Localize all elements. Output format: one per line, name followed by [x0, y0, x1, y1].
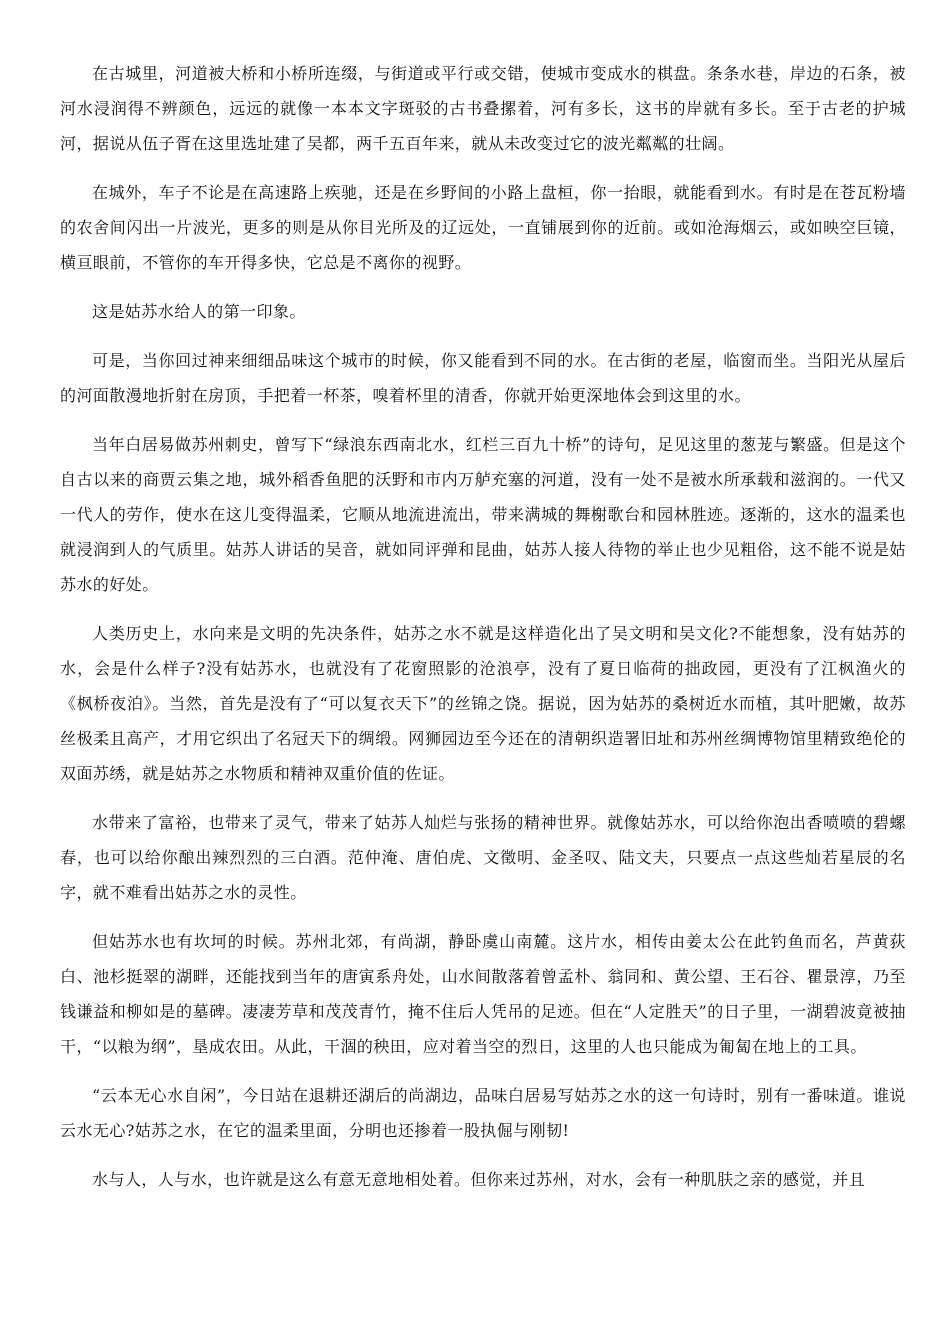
paragraph-7: 水带来了富裕，也带来了灵气，带来了姑苏人灿烂与张扬的精神世界。就像姑苏水，可以给你泡出香喷喷的碧螺春，也可以给你酿出辣烈烈的三白酒。范仲淹、唐伯虎、文徵明、金圣叹、陆文夫，只要点一点这些灿若星辰的名字，就不难看出姑苏之水的灵性。 — [60, 813, 906, 902]
paragraph-1: 在古城里，河道被大桥和小桥所连缀，与街道或平行或交错，使城市变成水的棋盘。条条水巷，岸边的石条，被河水浸润得不辨颜色，远远的就像一本本文字斑驳的古书叠摞着，河有多长，这书的岸就有多长。至于古老的护城河，据说从伍子胥在这里选址建了吴都，两千五百年来，就从未改变过它的波光粼粼的壮阔。 — [60, 64, 906, 153]
paragraph-8: 但姑苏水也有坎坷的时候。苏州北郊，有尚湖，静卧虞山南麓。这片水，相传由姜太公在此钓鱼而名，芦黄荻白、池杉挺翠的湖畔，还能找到当年的唐寅系舟处，山水间散落着曾孟朴、翁同和、黄公望、王石谷、瞿景淳，乃至钱谦益和柳如是的墓碑。凄凄芳草和茂茂青竹，掩不住后人凭吊的足迹。但在“人定胜天”的日子里，一湖碧波竟被抽干，“以粮为纲”，垦成农田。从此，干涸的秧田，应对着当空的烈日，这里的人也只能成为匍匐在地上的工具。 — [60, 932, 906, 1056]
article-body — [60, 56, 906, 1211]
paragraph-9: “云本无心水自闲”，今日站在退耕还湖后的尚湖边，品味白居易写姑苏之水的这一句诗时，别有一番味道。谁说云水无心?姑苏之水，在它的温柔里面，分明也还掺着一股执倔与刚韧! — [60, 1086, 906, 1140]
paragraph-10: 水与人，人与水，也许就是这么有意无意地相处着。但你来过苏州，对水，会有一种肌肤之亲的感觉，并且 — [92, 1170, 866, 1189]
paragraph-4: 可是，当你回过神来细细品味这个城市的时候，你又能看到不同的水。在古街的老屋，临窗而坐。当阳光从屋后的河面散漫地折射在房顶，手把着一杯茶，嗅着杯里的清香，你就开始更深地体会到这里的水。 — [60, 351, 906, 405]
paragraph-6: 人类历史上，水向来是文明的先决条件，姑苏之水不就是这样造化出了吴文明和吴文化?不能想象，没有姑苏的水，会是什么样子?没有姑苏水，也就没有了花窗照影的沧浪亭，没有了夏日临荷的拙政园，更没有了江枫渔火的《枫桥夜泊》。当然，首先是没有了“可以复衣天下”的丝锦之饶。据说，因为姑苏的桑树近水而植，其叶肥嫩，故苏丝极柔且高产，才用它织出了名冠天下的绸缎。网狮园边至今还在的清朝织造署旧址和苏州丝绸博物馆里精致绝伦的双面苏绣，就是姑苏之水物质和精神双重价值的佐证。 — [60, 624, 906, 783]
paragraph-3: 这是姑苏水给人的第一印象。 — [92, 302, 306, 321]
paragraph-5: 当年白居易做苏州刺史，曾写下“绿浪东西南北水，红栏三百九十桥”的诗句，足见这里的葱茏与繁盛。但是这个自古以来的商贾云集之地，城外稻香鱼肥的沃野和市内万舻充塞的河道，没有一处不是被水所承载和滋润的。一代又一代人的劳作，使水在这儿变得温柔，它顺从地流进流出，带来满城的舞榭歌台和园林胜迹。逐渐的，这水的温柔也就浸润到人的气质里。姑苏人讲话的吴音，就如同评弹和昆曲，姑苏人接人待物的举止也少见粗俗，这不能不说是姑苏水的好处。 — [60, 435, 906, 594]
paragraph-2: 在城外，车子不论是在高速路上疾驰，还是在乡野间的小路上盘桓，你一抬眼，就能看到水。有时是在苍瓦粉墙的农舍间闪出一片波光，更多的则是从你目光所及的辽远处，一直铺展到你的近前。或如沧海烟云，或如映空巨镜，横亘眼前，不管你的车开得多快，它总是不离你的视野。 — [60, 183, 906, 272]
